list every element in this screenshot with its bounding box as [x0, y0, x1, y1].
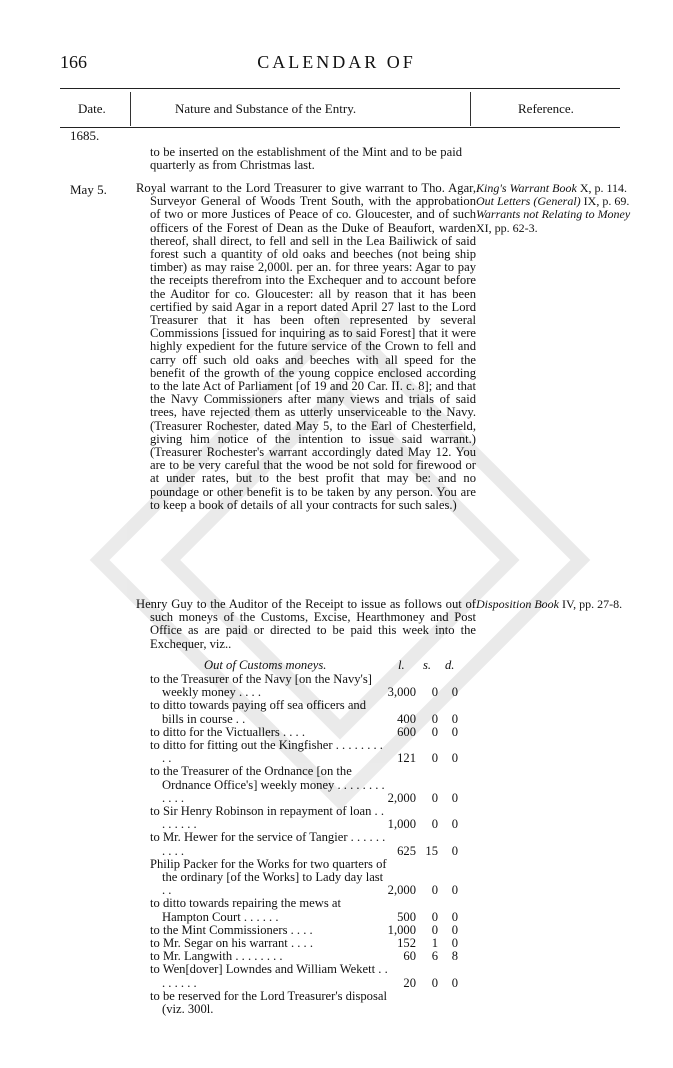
amount-pence: 0 — [451, 909, 458, 924]
entry-text-royal-warrant: Royal warrant to the Lord Treasurer to give warrant to Tho. Agar, Surveyor General of Woods Trent South, with the approbation of two or more Justices of Peace of co. Gloucester, and of such officers of the Forest of Dean as the Duke of Beaufort, warden thereof, shall direct, to fell and sell in the Lea Bailiwick of said forest such a quantity of old oaks and beeches (not being ship timber) as may raise 2,000l. per an. for three years: Agar to pay the receipts therefrom into the Exchequer and to account before the Auditor for co. Gloucester: all by reason that it has been certified by said Agar in a report dated April 27 last to the Lord Treasurer that it has been often represented by several Commissions [issued for inquiring as to said Forest] that it were highly expedient for the future service of the Crown to fell and carry off such old oaks and beeches with all speed for the benefit of the growth of the young coppice enclosed according to the late Act of Parliament [of 19 and 20 Car. II. c. 8]; and that the Navy Commissioners after many views and trials of said trees, have rejected them as utterly unserviceable to the Navy. (Treasurer Rochester, dated May 5, to the Earl of Chesterfield, giving him notice of the intention to issue said warrant.) (Treasurer Rochester's warrant accordingly dated May 12. You are to be very careful that the wood be not sold for firewood or at under rates, but to the best profit that may be: and no poundage or other benefit is to be taken by any person. You are to keep a book of details of all your contracts for such sales.) — [136, 181, 476, 512]
amount-pence: 0 — [451, 975, 458, 990]
table-row — [150, 858, 470, 898]
amount-shillings: 0 — [431, 711, 438, 726]
amount-pence: 0 — [451, 711, 458, 726]
row-description: to ditto towards paying off sea officers and bills in course . . — [150, 698, 367, 726]
column-pounds: l. — [398, 658, 405, 672]
amount-shillings: 0 — [431, 724, 438, 739]
table-row — [150, 897, 470, 923]
year-label: 1685. — [70, 128, 100, 143]
continuation-text: to be inserted on the establishment of the Mint and to be paid quarterly as from Christmas last. — [150, 145, 462, 173]
amount-pence: 0 — [451, 843, 458, 858]
row-description: to ditto towards repairing the mews at Hampton Court . . . . . . — [150, 896, 341, 924]
column-pence: d. — [445, 658, 455, 672]
column-header-reference: Reference. — [518, 101, 574, 116]
amount-pounds: 152 — [397, 936, 416, 951]
amount-shillings: 6 — [431, 949, 438, 964]
amount-pounds: 121 — [397, 751, 416, 766]
running-title: CALENDAR OF — [257, 52, 416, 72]
amount-pounds: 3,000 — [387, 685, 416, 700]
column-header-nature: Nature and Substance of the Entry. — [175, 101, 357, 116]
amount-pence: 0 — [451, 790, 458, 805]
amount-shillings: 0 — [431, 909, 438, 924]
table-row — [150, 805, 470, 831]
amount-shillings: 0 — [431, 685, 438, 700]
amount-pounds: 1,000 — [387, 922, 416, 937]
row-description: to the Mint Commissioners . . . . — [150, 922, 313, 937]
column-header-date: Date. — [78, 101, 106, 116]
amount-shillings: 0 — [431, 975, 438, 990]
amount-pounds: 500 — [397, 909, 416, 924]
reference-part: Warrants not Relating to Money — [476, 207, 631, 222]
table-row — [150, 831, 470, 857]
row-description: to be reserved for the Lord Treasurer's disposal (viz. 300l. — [150, 988, 387, 1017]
row-description: to Sir Henry Robinson in repayment of loan . . . . . . . . — [150, 804, 384, 832]
amount-pence: 0 — [451, 724, 458, 739]
entry-date: May 5. — [70, 182, 107, 197]
row-description: Philip Packer for the Works for two quarters of the ordinary [of the Works] to Lady day last . . — [150, 856, 387, 898]
amount-pounds: 2,000 — [387, 790, 416, 805]
amount-pence: 0 — [451, 883, 458, 898]
row-description: to the Treasurer of the Ordnance [on the Ordnance Office's] weekly money . . . . . . . . . . . . — [150, 764, 385, 805]
row-description: to Mr. Langwith . . . . . . . . — [150, 949, 283, 964]
amount-pence: 0 — [451, 817, 458, 832]
table-row — [150, 699, 470, 725]
amount-shillings: 0 — [431, 922, 438, 937]
amount-pounds: 600 — [397, 724, 416, 739]
column-header-row — [60, 88, 620, 128]
entry-reference — [476, 182, 636, 235]
accounts-heading: Out of Customs moneys. — [204, 658, 327, 672]
amount-pounds: 400 — [397, 711, 416, 726]
row-description: to Wen[dover] Lowndes and William Wekett . . . . . . . . — [150, 962, 388, 990]
amount-shillings: 0 — [431, 790, 438, 805]
table-row — [150, 963, 470, 989]
amount-pence: 0 — [451, 751, 458, 766]
entry-text-henry-guy: Henry Guy to the Auditor of the Receipt to issue as follows out of such moneys of the Customs, Excise, Hearthmoney and Post Office as are paid or directed to be paid this week into the Exchequer, viz.. — [136, 597, 476, 651]
amount-shillings: 1 — [431, 936, 438, 951]
reference-part: XI, pp. 62-3. — [476, 220, 538, 235]
accounts-table — [150, 659, 470, 1016]
table-row — [150, 673, 470, 699]
reference-part: King's Warrant Book — [476, 181, 577, 195]
accounts-header — [150, 659, 470, 673]
row-description: to Mr. Segar on his warrant . . . . — [150, 936, 313, 951]
amount-shillings: 0 — [431, 883, 438, 898]
amount-pounds: 20 — [403, 975, 416, 990]
page-number: 166 — [60, 52, 87, 72]
reference-part: IX, p. 69. — [583, 194, 630, 209]
amount-shillings: 0 — [431, 817, 438, 832]
column-shillings: s. — [423, 658, 432, 672]
accounts-rows — [150, 673, 470, 1016]
reference-part: X, p. 114. — [579, 181, 628, 195]
table-row — [150, 739, 470, 765]
row-description: to ditto for the Victuallers . . . . — [150, 724, 306, 739]
column-divider-right — [470, 92, 471, 126]
amount-shillings: 15 — [425, 843, 438, 858]
row-description: to the Treasurer of the Navy [on the Navy's] weekly money . . . . — [150, 672, 372, 700]
row-description: to Mr. Hewer for the service of Tangier . . . . . . . . . . — [150, 830, 386, 858]
table-row — [150, 990, 470, 1016]
entry-reference — [476, 598, 636, 611]
reference-part: IV, pp. 27-8. — [562, 597, 623, 611]
amount-pence: 8 — [451, 949, 458, 964]
reference-part: Disposition Book — [476, 597, 559, 611]
amount-pence: 0 — [451, 936, 458, 951]
column-divider-left — [130, 92, 131, 126]
amount-pence: 0 — [451, 922, 458, 937]
amount-pounds: 625 — [397, 843, 416, 858]
amount-pounds: 1,000 — [387, 817, 416, 832]
amount-pounds: 2,000 — [387, 883, 416, 898]
amount-shillings: 0 — [431, 751, 438, 766]
table-row — [150, 765, 470, 805]
row-description: to ditto for fitting out the Kingfisher . . . . . . . . . . — [150, 738, 383, 766]
amount-pence: 0 — [451, 685, 458, 700]
reference-part: Out Letters (General) — [476, 194, 581, 209]
amount-pounds: 60 — [403, 949, 416, 964]
